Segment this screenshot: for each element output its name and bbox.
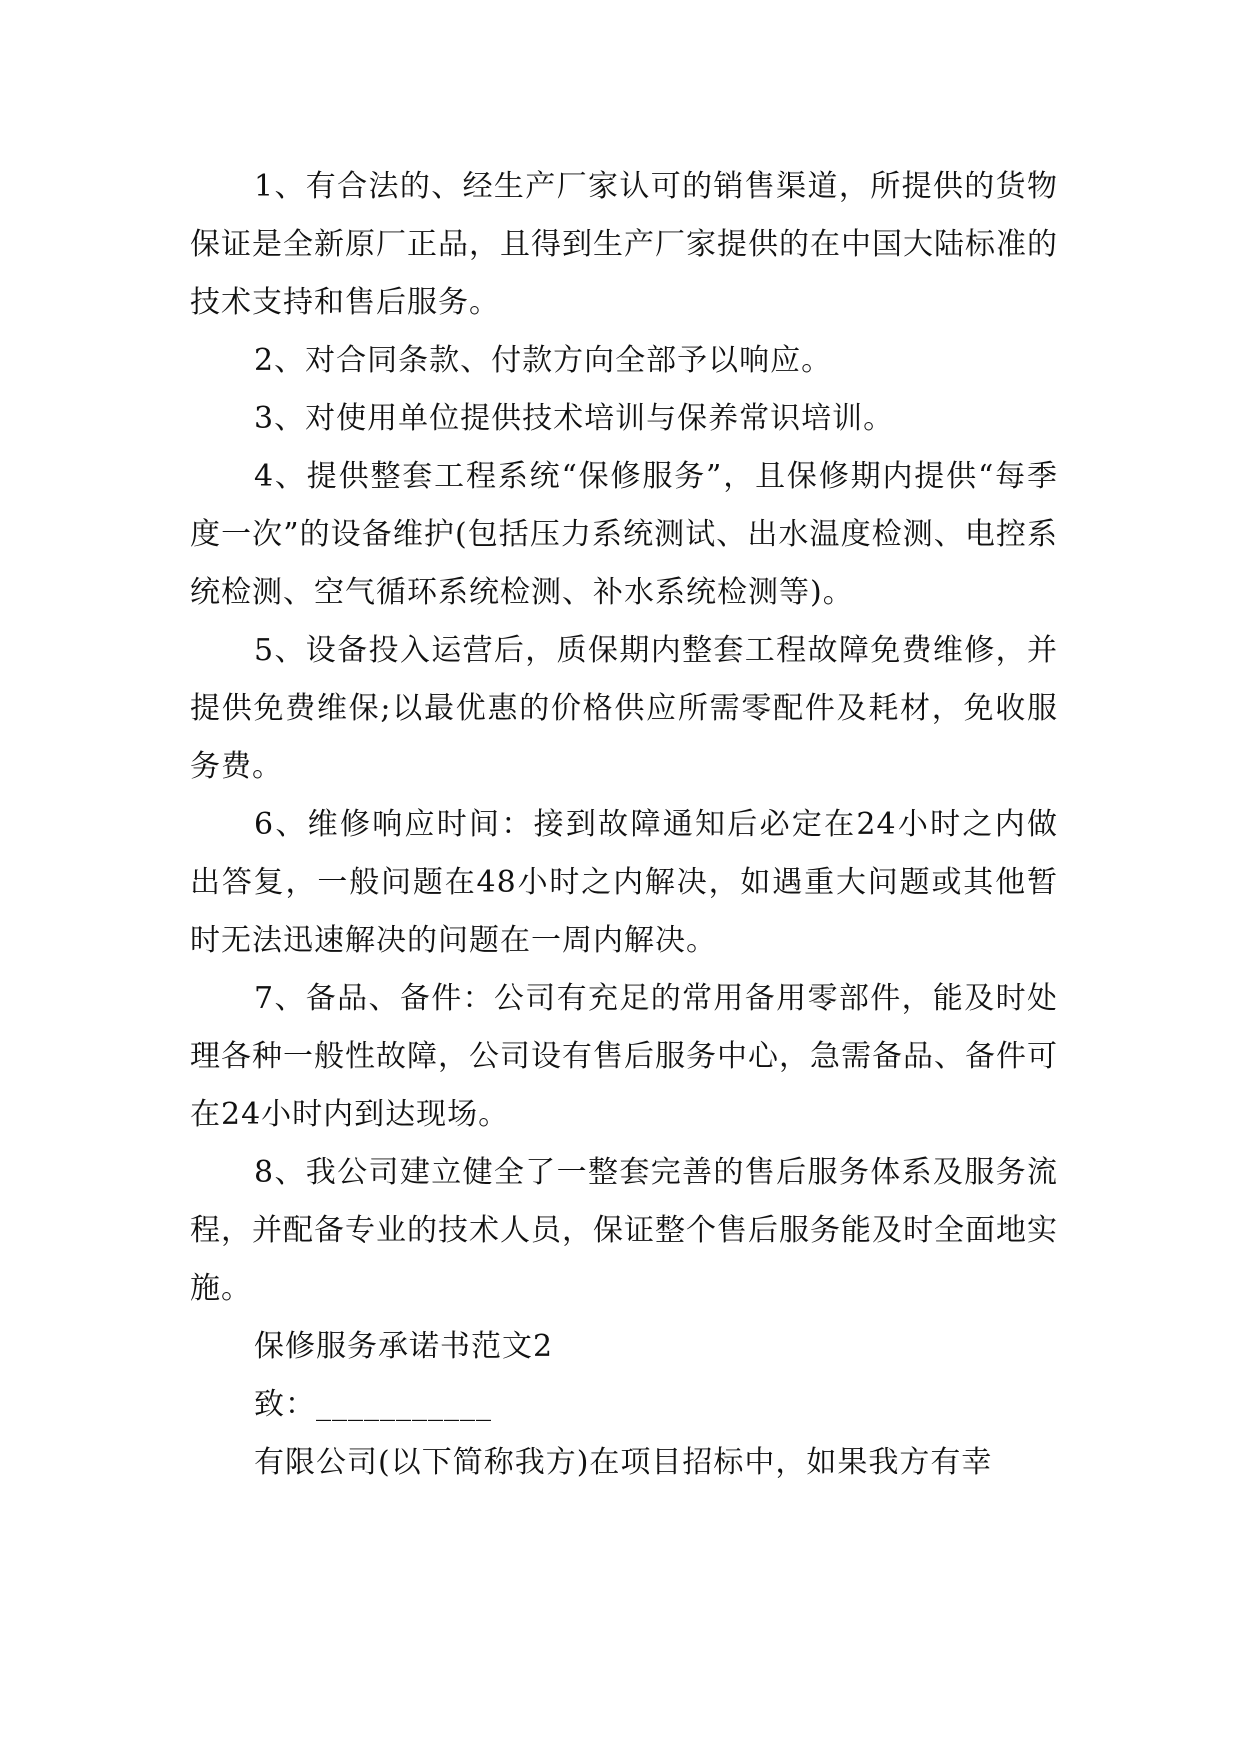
paragraph-2: 2、对合同条款、付款方向全部予以响应。 <box>254 343 833 378</box>
paragraph-3: 3、对使用单位提供技术培训与保养常识培训。 <box>254 401 895 436</box>
paragraph-intro: 有限公司(以下简称我方)在项目招标中，如果我方有幸 <box>254 1445 993 1480</box>
addressee-line: 致：___________ <box>254 1387 492 1422</box>
paragraph-7: 7、备品、备件：公司有充足的常用备用零部件，能及时处理各种一般性故障，公司设有售后服务中心，急需备品、备件可在24小时内到达现场。 <box>190 981 1058 1132</box>
document-body <box>190 158 1058 1492</box>
paragraph-1: 1、有合法的、经生产厂家认可的销售渠道，所提供的货物保证是全新原厂正品，且得到生产厂家提供的在中国大陆标准的技术支持和售后服务。 <box>190 169 1058 320</box>
paragraph-5: 5、设备投入运营后，质保期内整套工程故障免费维修，并提供免费维保;以最优惠的价格供应所需零配件及耗材，免收服务费。 <box>190 633 1058 784</box>
paragraph-6: 6、维修响应时间：接到故障通知后必定在24小时之内做出答复，一般问题在48小时之内解决，如遇重大问题或其他暂时无法迅速解决的问题在一周内解决。 <box>190 807 1058 958</box>
paragraph-4: 4、提供整套工程系统“保修服务”，且保修期内提供“每季度一次”的设备维护(包括压力系统测试、出水温度检测、电控系统检测、空气循环系统检测、补水系统检测等)。 <box>190 459 1058 610</box>
paragraph-8: 8、我公司建立健全了一整套完善的售后服务体系及服务流程，并配备专业的技术人员，保证整个售后服务能及时全面地实施。 <box>190 1155 1058 1306</box>
section-title: 保修服务承诺书范文2 <box>254 1329 554 1364</box>
